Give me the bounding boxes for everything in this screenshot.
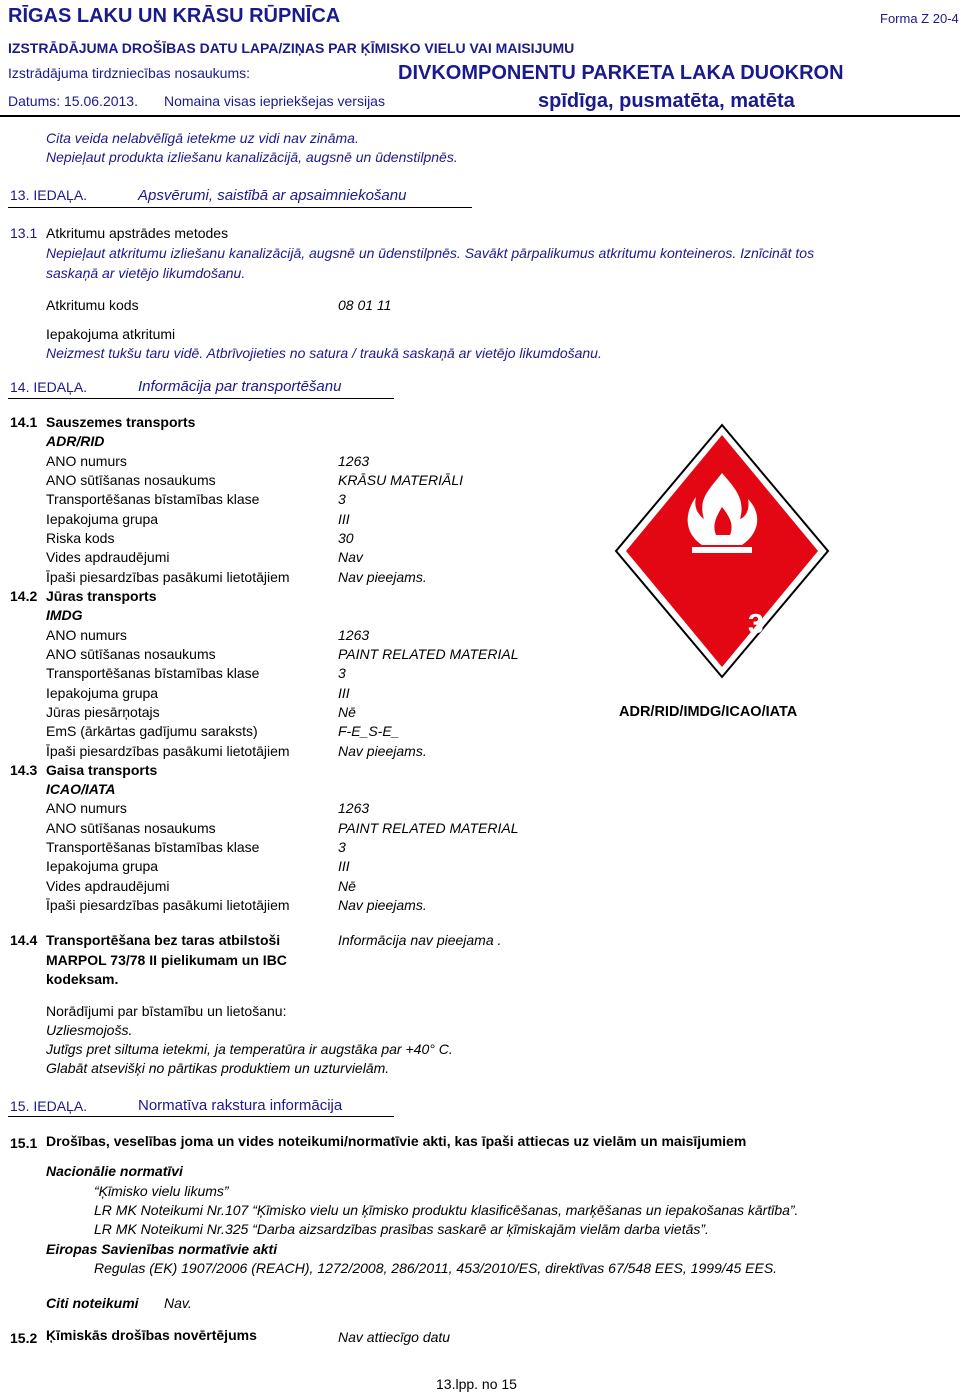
document-title: IZSTRĀDĀJUMA DROŠĪBAS DATU LAPA/ZIŅAS PAR ĶĪMISKO VIELU VAI MAISIJUMU xyxy=(8,40,575,56)
waste-code-value: 08 01 11 xyxy=(338,297,392,313)
air-row-value: Nē xyxy=(338,878,356,894)
subsection-14-2-title: Jūras transports xyxy=(46,588,157,604)
national-regulation-item: “Ķīmisko vielu likums” xyxy=(94,1183,229,1199)
header-divider xyxy=(0,115,960,117)
road-row-value: III xyxy=(338,511,350,527)
intro-line1: Cita veida nelabvēlīgā ietekme uz vidi nav zināma. xyxy=(46,130,359,146)
waste-code-label: Atkritumu kods xyxy=(46,297,139,313)
subsection-15-2-value: Nav attiecīgo datu xyxy=(338,1329,451,1345)
document-date: Datums: 15.06.2013. xyxy=(8,93,138,109)
pictogram-caption: ADR/RID/IMDG/ICAO/IATA xyxy=(619,704,798,720)
air-row-value: Nav pieejams. xyxy=(338,897,427,913)
sea-row-label: Transportēšanas bīstamības klase xyxy=(46,665,260,681)
sea-row-label: ANO numurs xyxy=(46,627,127,643)
waste-treatment-text-1: Nepieļaut atkritumu izliešanu kanalizācijā, augsnē un ūdenstilpnēs. Savākt pārpalikumus atkritumu konteineros. Iznīcināt tos xyxy=(46,245,815,261)
trade-name-label: Izstrādājuma tirdzniecības nosaukums: xyxy=(8,65,250,81)
other-regulations-value: Nav. xyxy=(164,1295,192,1311)
road-row-value: 1263 xyxy=(338,453,370,469)
air-row-value: III xyxy=(338,858,350,874)
bulk-transport-title-1: Transportēšana bez taras atbilstoši xyxy=(46,932,281,948)
road-row-value: KRĀSU MATERIĀLI xyxy=(338,472,463,488)
subsection-14-2-number: 14.2 xyxy=(10,588,38,604)
subsection-14-3-title: Gaisa transports xyxy=(46,762,158,778)
road-row-label: Īpaši piesardzības pasākumi lietotājiem xyxy=(46,569,290,585)
road-row-value: 3 xyxy=(338,491,346,507)
sea-row-value: F-E_S-E_ xyxy=(338,723,400,739)
section-15-number: 15. IEDAĻA. xyxy=(10,1098,88,1114)
sea-row-value: 3 xyxy=(338,665,346,681)
subsection-15-1-title: Drošības, veselības joma un vides noteikumi/normatīvie akti, kas īpaši attiecas uz vielām un maisījumiem xyxy=(46,1133,747,1149)
section-13-title: Apsvērumi, saistībā ar apsaimniekošanu xyxy=(138,187,407,204)
air-row-label: ANO numurs xyxy=(46,800,127,816)
road-row-value: Nav pieejams. xyxy=(338,569,427,585)
packaging-waste-label: Iepakojuma atkritumi xyxy=(46,326,176,342)
subsection-13-1-title: Atkritumu apstrādes metodes xyxy=(46,225,229,241)
road-row-label: ANO sūtīšanas nosaukums xyxy=(46,472,216,488)
hazard-note: Jutīgs pret siltuma ietekmi, ja temperatūra ir augstāka par +40° C. xyxy=(46,1041,453,1057)
bulk-transport-title-2: MARPOL 73/78 II pielikumam un IBC xyxy=(46,952,287,968)
trade-name-line1: DIVKOMPONENTU PARKETA LAKA DUOKRON xyxy=(398,62,844,84)
air-row-label: Iepakojuma grupa xyxy=(46,858,159,874)
air-row-label: Īpaši piesardzības pasākumi lietotājiem xyxy=(46,897,290,913)
subsection-14-4-number: 14.4 xyxy=(10,932,38,948)
sea-row-label: ANO sūtīšanas nosaukums xyxy=(46,646,216,662)
air-row-label: ANO sūtīšanas nosaukums xyxy=(46,820,216,836)
sea-row-label: Iepakojuma grupa xyxy=(46,685,159,701)
imdg-heading: IMDG xyxy=(46,607,83,623)
intro-line2: Nepieļaut produkta izliešanu kanalizācijā, augsnē un ūdenstilpnēs. xyxy=(46,149,458,165)
road-row-label: ANO numurs xyxy=(46,453,127,469)
air-row-value: 3 xyxy=(338,839,346,855)
section-14-underline xyxy=(8,398,394,399)
sea-row-value: Nav pieejams. xyxy=(338,743,427,759)
company-name: RĪGAS LAKU UN KRĀSU RŪPNĪCA xyxy=(8,5,341,27)
hazard-class-number: 3 xyxy=(748,608,764,639)
eu-regulations-text: Regulas (EK) 1907/2006 (REACH), 1272/2008, 286/2011, 453/2010/ES, direktīvas 67/548 EES, 1999/45 EES. xyxy=(94,1260,778,1276)
subsection-15-1-number: 15.1 xyxy=(10,1135,38,1151)
sea-row-label: Īpaši piesardzības pasākumi lietotājiem xyxy=(46,743,290,759)
subsection-13-1-number: 13.1 xyxy=(10,225,38,241)
air-row-label: Transportēšanas bīstamības klase xyxy=(46,839,260,855)
road-row-label: Transportēšanas bīstamības klase xyxy=(46,491,260,507)
subsection-14-1-number: 14.1 xyxy=(10,414,38,430)
subsection-15-2-title: Ķīmiskās drošības novērtējums xyxy=(46,1327,257,1343)
section-13-number: 13. IEDAĻA. xyxy=(10,187,88,203)
section-14-title: Informācija par transportēšanu xyxy=(138,378,342,395)
hazard-notes-label: Norādījumi par bīstamību un lietošanu: xyxy=(46,1003,287,1019)
sea-row-value: III xyxy=(338,685,350,701)
national-regulations-label: Nacionālie normatīvi xyxy=(46,1163,183,1179)
sea-row-value: PAINT RELATED MATERIAL xyxy=(338,646,519,662)
page-number: 13.lpp. no 15 xyxy=(436,1376,517,1392)
air-row-label: Vides apdraudējumi xyxy=(46,878,170,894)
road-row-label: Vides apdraudējumi xyxy=(46,549,170,565)
section-15-underline xyxy=(8,1116,394,1117)
waste-treatment-text-2: saskaņā ar vietējo likumdošanu. xyxy=(46,265,246,281)
road-row-label: Iepakojuma grupa xyxy=(46,511,159,527)
sea-row-value: 1263 xyxy=(338,627,370,643)
replaces-note: Nomaina visas iepriekšejas versijas xyxy=(164,93,385,109)
form-code: Forma Z 20-4 xyxy=(880,11,959,26)
sea-row-label: EmS (ārkārtas gadījumu saraksts) xyxy=(46,723,258,739)
section-15-title: Normatīva rakstura informācija xyxy=(138,1097,343,1114)
air-row-value: 1263 xyxy=(338,800,370,816)
icao-iata-heading: ICAO/IATA xyxy=(46,781,116,797)
subsection-14-3-number: 14.3 xyxy=(10,762,38,778)
adr-rid-heading: ADR/RID xyxy=(46,433,105,449)
eu-regulations-label: Eiropas Savienības normatīvie akti xyxy=(46,1241,278,1257)
national-regulation-item: LR MK Noteikumi Nr.107 “Ķīmisko vielu un ķīmisko produktu klasificēšanas, marķēšanas un iepakošanas kārtība”. xyxy=(94,1202,799,1218)
national-regulation-item: LR MK Noteikumi Nr.325 “Darba aizsardzības prasības saskarē ar ķīmiskajām vielām darba vietās”. xyxy=(94,1221,709,1237)
packaging-waste-text: Neizmest tukšu taru vidē. Atbrīvojieties no satura / traukā saskaņā ar vietējo likumdošanu. xyxy=(46,345,602,361)
flammable-liquid-diamond-icon xyxy=(612,421,832,681)
sea-row-value: Nē xyxy=(338,704,356,720)
road-row-label: Riska kods xyxy=(46,530,115,546)
other-regulations-label: Citi noteikumi xyxy=(46,1295,139,1311)
road-row-value: 30 xyxy=(338,530,354,546)
sea-row-label: Jūras piesārņotajs xyxy=(46,704,160,720)
road-row-value: Nav xyxy=(338,549,363,565)
section-13-underline xyxy=(8,207,472,208)
section-14-number: 14. IEDAĻA. xyxy=(10,379,88,395)
subsection-15-2-number: 15.2 xyxy=(10,1330,38,1346)
bulk-transport-value: Informācija nav pieejama . xyxy=(338,932,502,948)
air-row-value: PAINT RELATED MATERIAL xyxy=(338,820,519,836)
hazard-note: Uzliesmojošs. xyxy=(46,1022,133,1038)
bulk-transport-title-3: kodeksam. xyxy=(46,971,119,987)
hazard-note: Glabāt atsevišķi no pārtikas produktiem un uzturvielām. xyxy=(46,1060,390,1076)
subsection-14-1-title: Sauszemes transports xyxy=(46,414,196,430)
trade-name-line2: spīdīga, pusmatēta, matēta xyxy=(538,90,795,112)
